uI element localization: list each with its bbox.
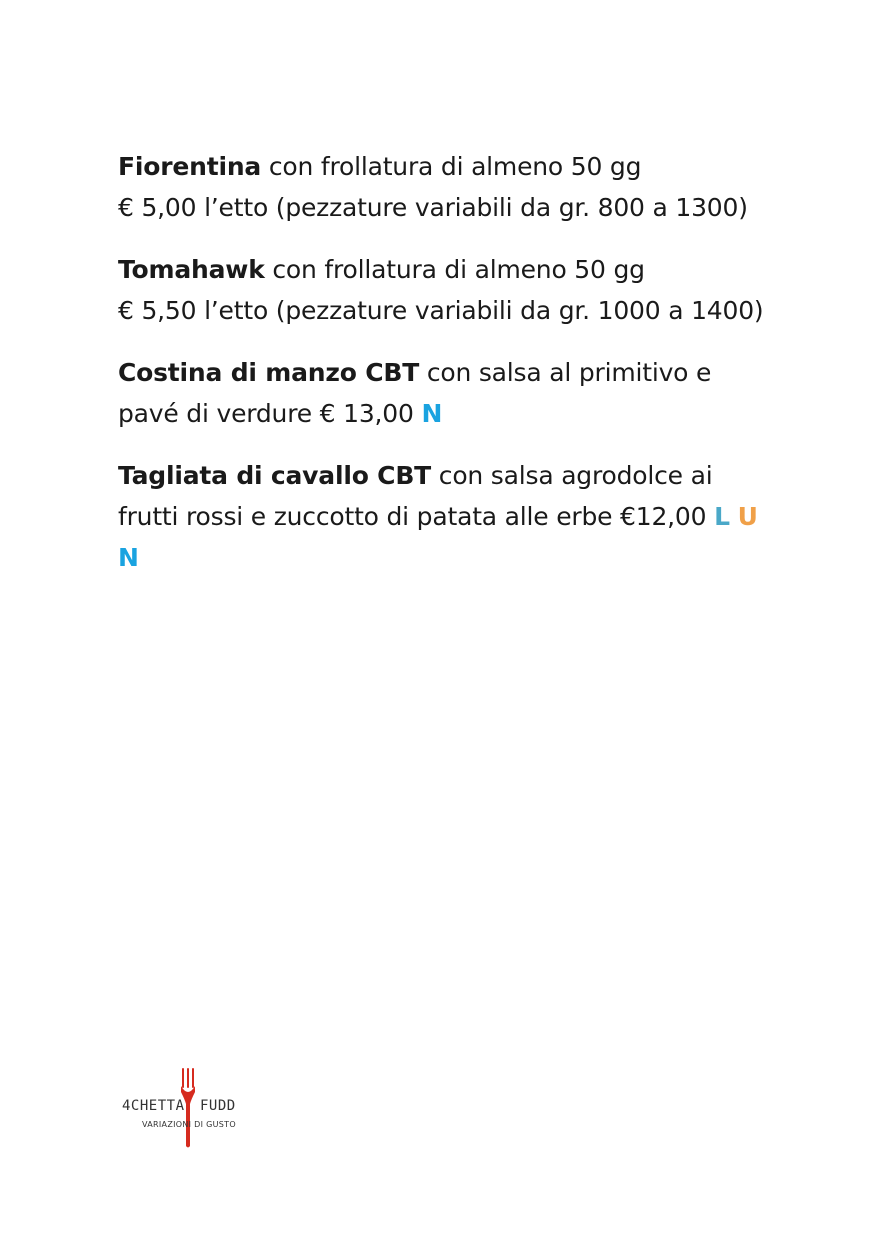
menu-list [118, 146, 778, 599]
dish-name: Tagliata di cavallo CBT [118, 461, 432, 490]
allergen-tag-n: N [118, 543, 139, 572]
menu-item-costina [118, 352, 778, 434]
dish-price: € 5,00 l’etto (pezzature variabili da gr. 800 a 1300) [118, 193, 748, 222]
restaurant-logo: 4CHETTA FUDD VARIAZIONI DI GUSTO [118, 1068, 238, 1150]
allergen-tag-u: U [737, 502, 758, 531]
menu-item-tomahawk [118, 249, 778, 331]
dish-name: Costina di manzo CBT [118, 358, 420, 387]
dish-description: con salsa agrodolce ai frutti rossi e zuccotto di patata alle erbe €12,00 [118, 461, 715, 531]
allergen-tag-l: L [714, 502, 730, 531]
dish-description: con frollatura di almeno 50 gg [261, 152, 642, 181]
dish-price: € 5,50 l’etto (pezzature variabili da gr. 1000 a 1400) [118, 296, 764, 325]
allergen-tag-n: N [421, 399, 443, 428]
dish-name: Fiorentina [118, 152, 262, 181]
dish-name: Tomahawk [118, 255, 265, 284]
logo-tagline: VARIAZIONI DI GUSTO [142, 1120, 236, 1129]
menu-item-fiorentina [118, 146, 778, 228]
dish-description: con salsa al primitivo e pavé di verdure € 13,00 [118, 358, 712, 428]
menu-item-tagliata [118, 455, 778, 578]
dish-description: con frollatura di almeno 50 gg [264, 255, 645, 284]
